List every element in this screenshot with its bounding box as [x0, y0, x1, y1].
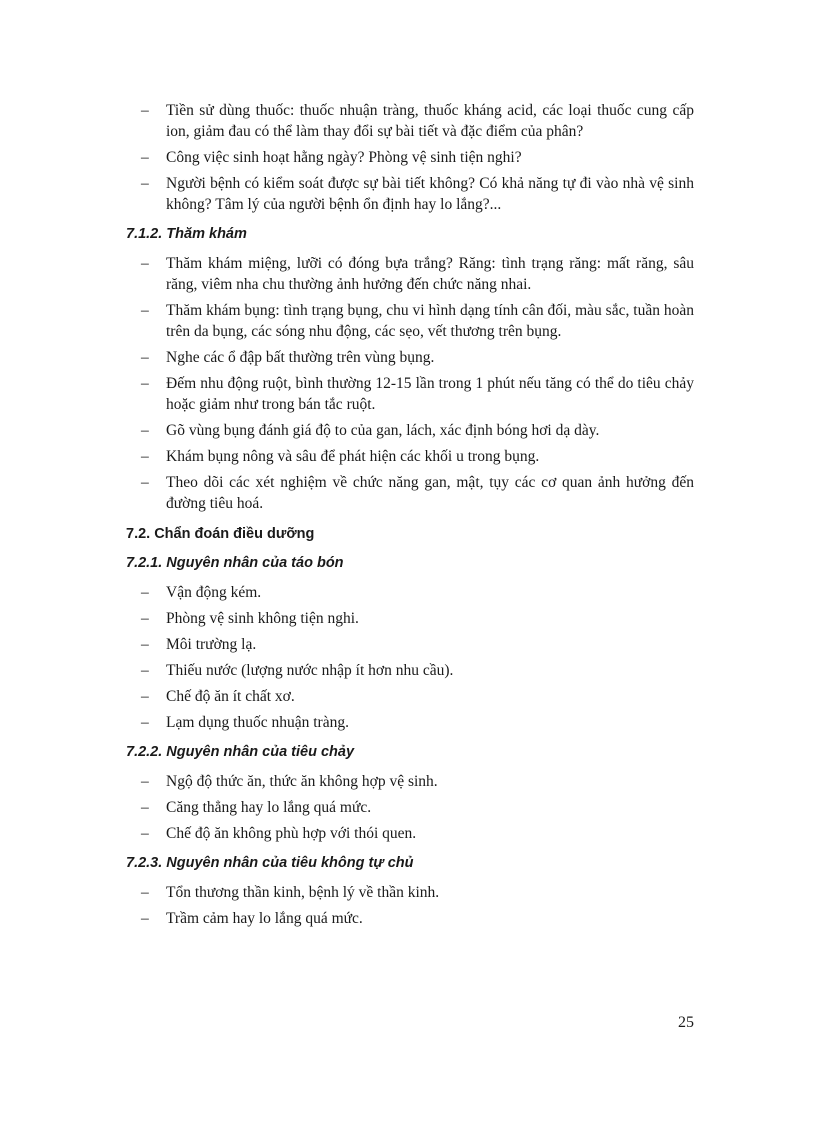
list-item — [126, 634, 694, 655]
list-item-text: Gõ vùng bụng đánh giá độ to của gan, lách, xác định bóng hơi dạ dày. — [166, 422, 600, 439]
dash-bullet: – — [141, 799, 149, 816]
list-item — [126, 300, 694, 342]
list-item — [126, 823, 694, 844]
list-item — [126, 660, 694, 681]
dash-bullet: – — [141, 102, 149, 119]
dash-bullet: – — [141, 175, 149, 192]
dash-bullet: – — [141, 636, 149, 653]
list-7-2-2 — [126, 771, 694, 844]
list-item — [126, 446, 694, 467]
dash-bullet: – — [141, 474, 149, 491]
list-item-text: Công việc sinh hoạt hằng ngày? Phòng vệ sinh tiện nghi? — [166, 149, 522, 166]
list-item — [126, 253, 694, 295]
list-item — [126, 347, 694, 368]
list-item-text: Khám bụng nông và sâu để phát hiện các khối u trong bụng. — [166, 448, 540, 465]
list-item — [126, 420, 694, 441]
dash-bullet: – — [141, 149, 149, 166]
list-item-text: Vận động kém. — [166, 584, 262, 601]
list-item — [126, 771, 694, 792]
dash-bullet: – — [141, 610, 149, 627]
list-item — [126, 100, 694, 142]
dash-bullet: – — [141, 349, 149, 366]
list-item — [126, 147, 694, 168]
list-item — [126, 472, 694, 514]
list-item — [126, 908, 694, 929]
list-item-text: Lạm dụng thuốc nhuận tràng. — [166, 714, 349, 731]
page-number: 25 — [678, 1014, 694, 1031]
heading-7-1-2: 7.1.2. Thăm khám — [126, 226, 247, 242]
list-item-text: Nghe các ổ đập bất thường trên vùng bụng. — [166, 349, 435, 366]
heading-7-2-2: 7.2.2. Nguyên nhân của tiêu chảy — [126, 744, 355, 760]
list-item-text: Người bệnh có kiểm soát được sự bài tiết không? Có khả năng tự đi vào nhà vệ sinh không? Tâm lý của người bệnh ổn định hay lo lắng?... — [166, 175, 694, 213]
list-7-1-2 — [126, 253, 694, 514]
dash-bullet: – — [141, 302, 149, 319]
list-item — [126, 882, 694, 903]
list-item-text: Căng thẳng hay lo lắng quá mức. — [166, 799, 372, 816]
list-item-text: Thăm khám miệng, lưỡi có đóng bựa trắng? Răng: tình trạng răng: mất răng, sâu răng, viêm nha chu thường ảnh hưởng đến chức năng nhai. — [166, 255, 694, 293]
page-content — [126, 100, 694, 934]
heading-7-2: 7.2. Chẩn đoán điều dưỡng — [126, 526, 315, 542]
dash-bullet: – — [141, 773, 149, 790]
list-item-text: Đếm nhu động ruột, bình thường 12-15 lần trong 1 phút nếu tăng có thể do tiêu chảy hoặc giảm như trong bán tắc ruột. — [166, 375, 694, 413]
list-item-text: Phòng vệ sinh không tiện nghi. — [166, 610, 359, 627]
list-item-text: Thăm khám bụng: tình trạng bụng, chu vi hình dạng tính cân đối, màu sắc, tuần hoàn trên da bụng, các sóng nhu động, các sẹo, vết thương trên bụng. — [166, 302, 694, 340]
dash-bullet: – — [141, 714, 149, 731]
list-item-text: Tổn thương thần kinh, bệnh lý về thần kinh. — [166, 884, 440, 901]
list-item-text: Ngộ độ thức ăn, thức ăn không hợp vệ sinh. — [166, 773, 438, 790]
list-item-text: Theo dõi các xét nghiệm về chức năng gan, mật, tụy các cơ quan ảnh hưởng đến đường tiêu hoá. — [166, 474, 694, 512]
dash-bullet: – — [141, 688, 149, 705]
list-item-text: Chế độ ăn không phù hợp với thói quen. — [166, 825, 417, 842]
dash-bullet: – — [141, 910, 149, 927]
dash-bullet: – — [141, 255, 149, 272]
heading-7-2-3: 7.2.3. Nguyên nhân của tiêu không tự chủ — [126, 855, 414, 871]
dash-bullet: – — [141, 662, 149, 679]
dash-bullet: – — [141, 825, 149, 842]
list-item — [126, 373, 694, 415]
list-item — [126, 608, 694, 629]
list-item-text: Chế độ ăn ít chất xơ. — [166, 688, 295, 705]
dash-bullet: – — [141, 422, 149, 439]
list-item — [126, 582, 694, 603]
list-item — [126, 712, 694, 733]
list-item-text: Thiếu nước (lượng nước nhập ít hơn nhu cầu). — [166, 662, 454, 679]
dash-bullet: – — [141, 884, 149, 901]
list-item-text: Trầm cảm hay lo lắng quá mức. — [166, 910, 363, 927]
list-7-2-1 — [126, 582, 694, 733]
list-item — [126, 797, 694, 818]
list-item — [126, 686, 694, 707]
dash-bullet: – — [141, 448, 149, 465]
list-item-text: Tiền sử dùng thuốc: thuốc nhuận tràng, thuốc kháng acid, các loại thuốc cung cấp ion, giảm đau có thể làm thay đổi sự bài tiết và đặc điểm của phân? — [166, 102, 694, 140]
heading-7-2-1: 7.2.1. Nguyên nhân của táo bón — [126, 555, 344, 571]
intro-list — [126, 100, 694, 215]
list-7-2-3 — [126, 882, 694, 929]
dash-bullet: – — [141, 584, 149, 601]
list-item-text: Môi trường lạ. — [166, 636, 257, 653]
dash-bullet: – — [141, 375, 149, 392]
list-item — [126, 173, 694, 215]
